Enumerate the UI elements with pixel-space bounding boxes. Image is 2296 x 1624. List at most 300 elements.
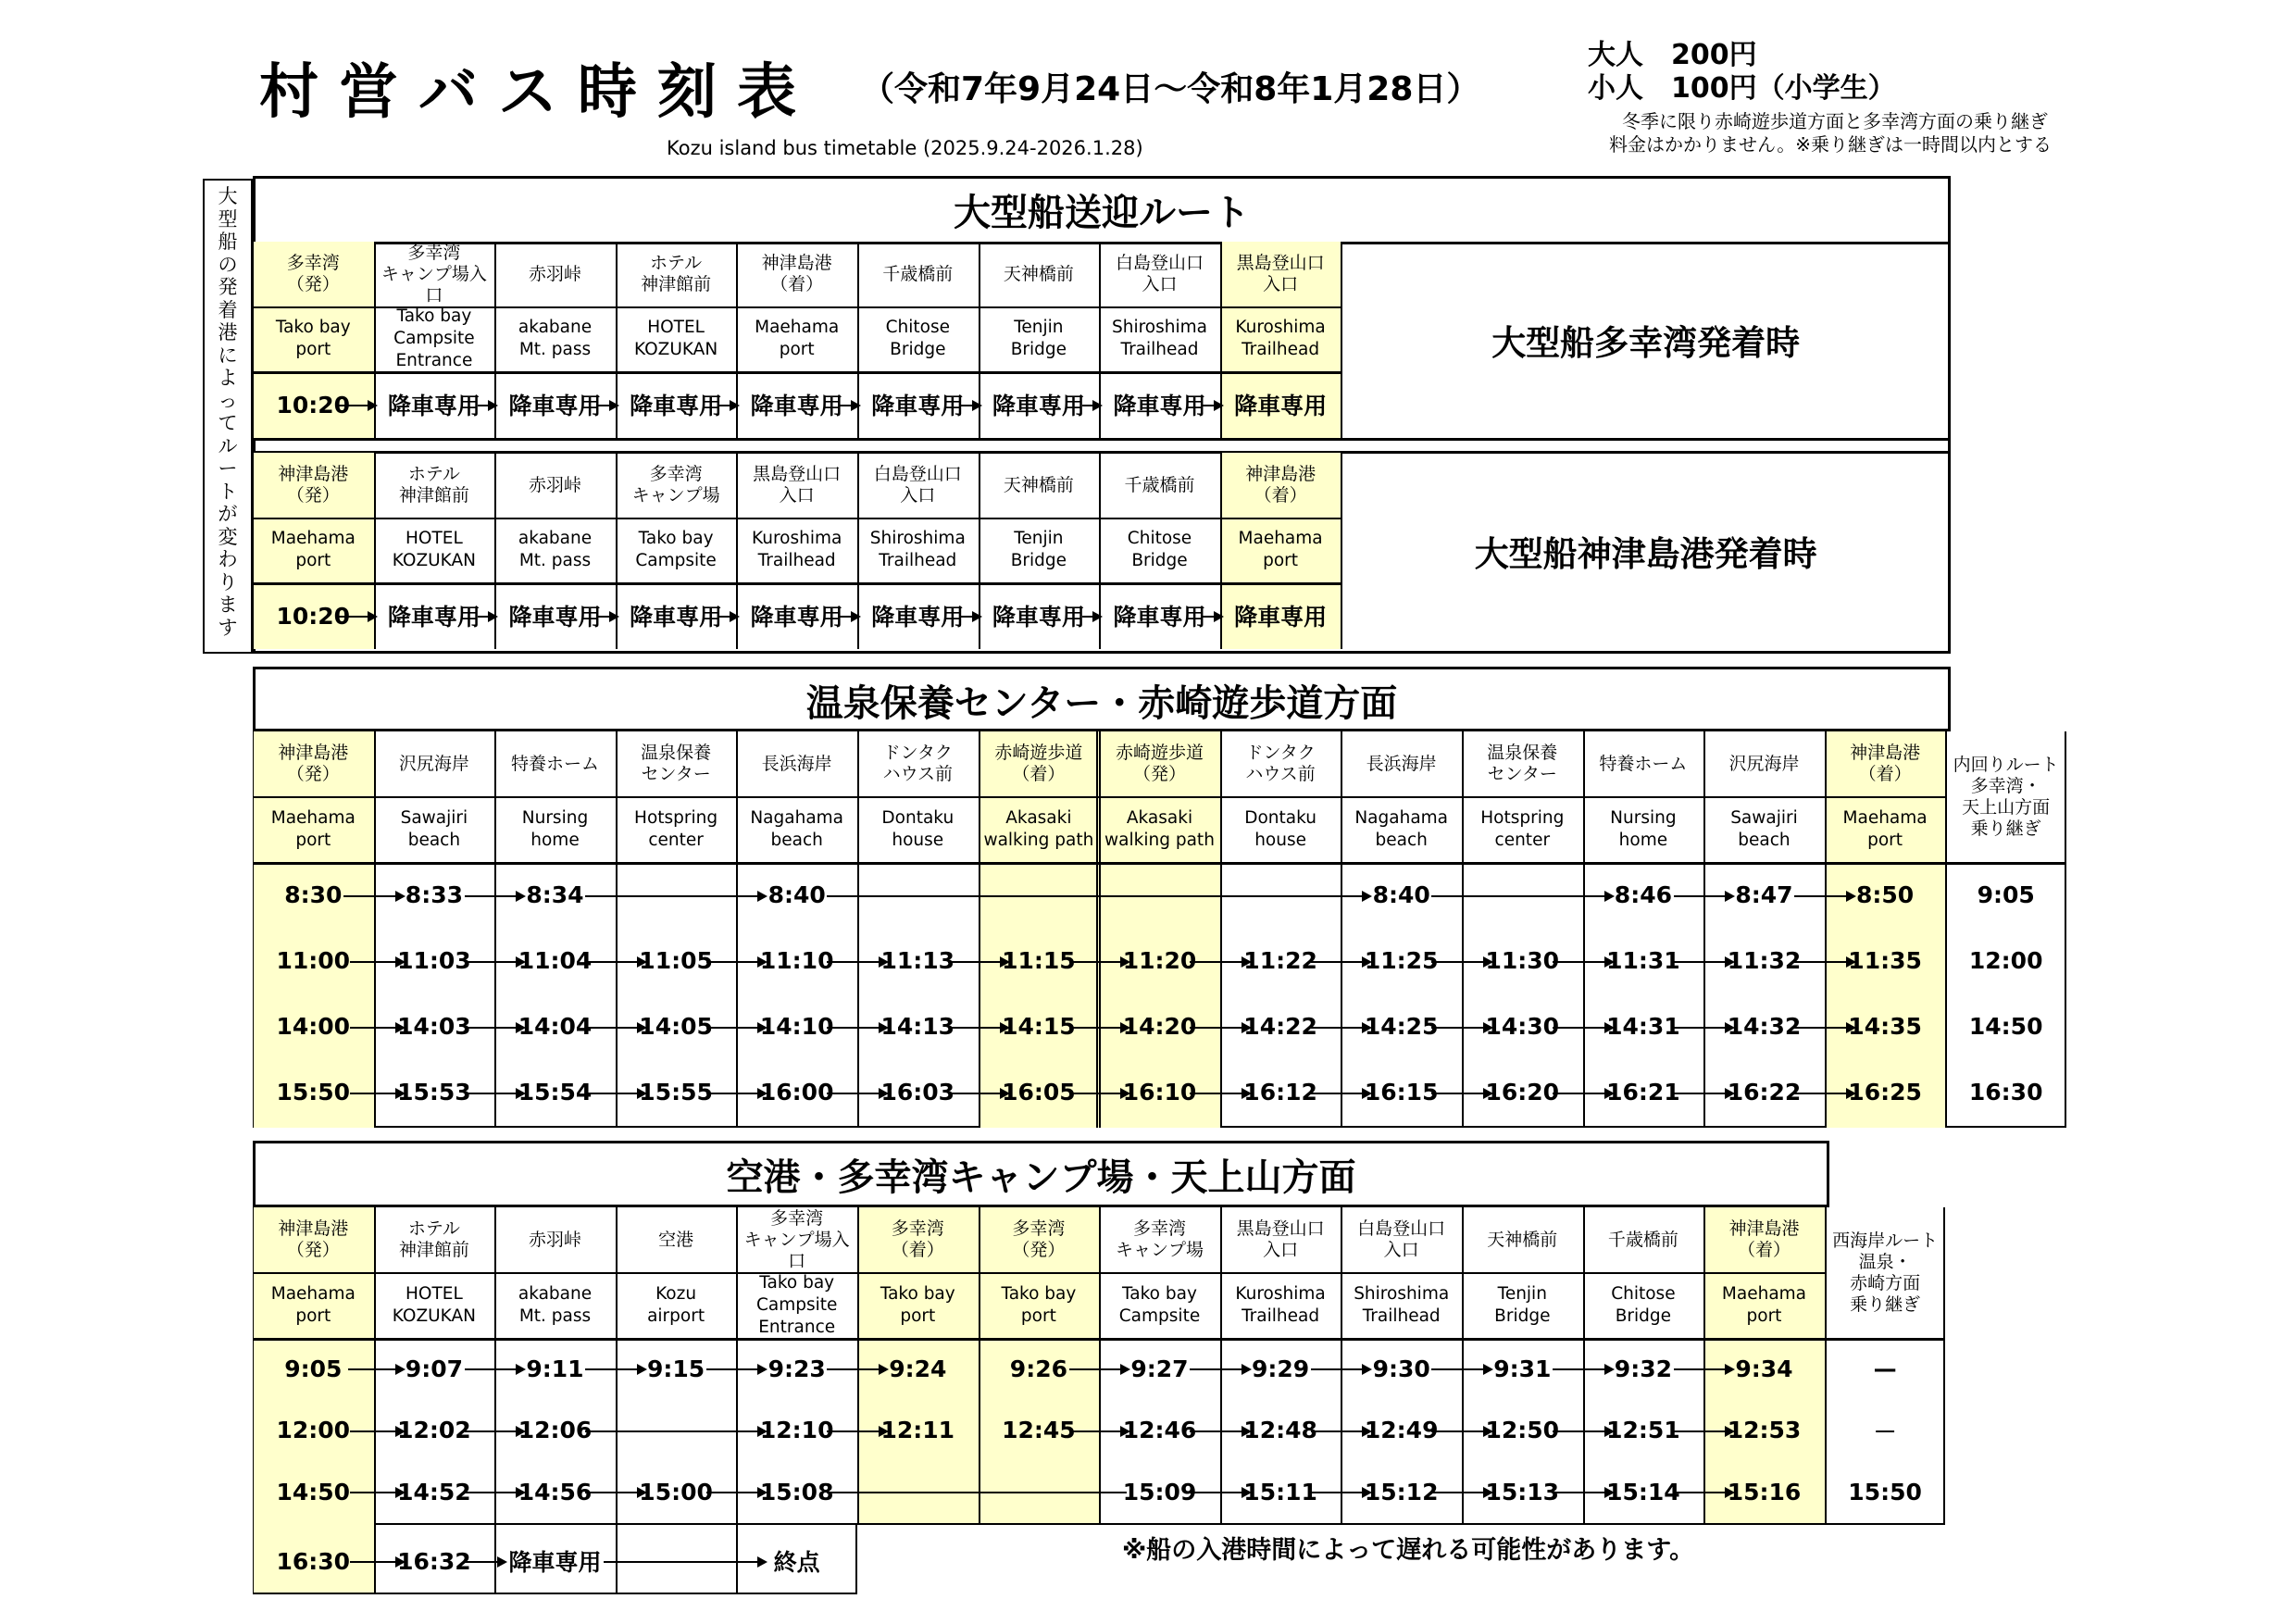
- arrow-line: [1311, 961, 1371, 963]
- airport-time: 12:10: [759, 1417, 834, 1444]
- arrow-line: [1069, 1027, 1129, 1029]
- arrow-line: [1553, 1093, 1613, 1094]
- tako-stop-en: Maehama port: [755, 318, 840, 359]
- onsen-stop-en: Maehama port: [1842, 807, 1928, 850]
- arrow-line: [1311, 1093, 1371, 1094]
- airport-stop-jp: 多幸湾 キャンプ場: [1115, 1218, 1204, 1260]
- onsen-time: 16:12: [1243, 1079, 1317, 1106]
- onsen-time: 14:03: [397, 1013, 471, 1040]
- onsen-stop-en: Nursing home: [521, 807, 589, 850]
- arrow-line: [1069, 961, 1129, 963]
- arrow-line: [1553, 1027, 1613, 1029]
- maehama-stop-en: Chitose Bridge: [1127, 529, 1192, 570]
- onsen-time: 8:50: [1856, 881, 1915, 908]
- maehama-time: 降車専用: [871, 604, 965, 631]
- arrow-line: [585, 1492, 645, 1493]
- arrow-line: [1674, 961, 1734, 963]
- onsen-time: 11:22: [1243, 947, 1317, 974]
- maehama-stop-en: Maehama port: [270, 529, 356, 570]
- onsen-stop-en: Nagahama beach: [1354, 807, 1449, 850]
- arrow-line: [1553, 1492, 1613, 1493]
- arrow-line: [948, 1093, 1008, 1094]
- arrow-line: [1794, 1027, 1854, 1029]
- maehama-time: 降車専用: [992, 604, 1085, 631]
- tako-stop-jp: ホテル 神津館前: [641, 253, 712, 294]
- maehama-stop-en: HOTEL KOZUKAN: [392, 529, 476, 570]
- arrow-line: [348, 1368, 404, 1370]
- airport-time: 15:11: [1243, 1478, 1317, 1505]
- airport-time: 9:15: [647, 1355, 705, 1382]
- arrow-line: [1431, 895, 1612, 897]
- arrow-line: [706, 1027, 767, 1029]
- arrow-line: [1190, 1492, 1250, 1493]
- onsen-time: 16:15: [1364, 1079, 1439, 1106]
- onsen-stop-jp: ドンタク ハウス前: [882, 743, 954, 784]
- airport-stop-en: Kozu airport: [647, 1283, 705, 1326]
- onsen-time: 8:47: [1735, 881, 1793, 908]
- arrow-line: [1431, 1027, 1491, 1029]
- onsen-time: 16:00: [759, 1079, 834, 1106]
- arrow-line: [1553, 961, 1613, 963]
- tako-stop-jp: 赤羽峠: [528, 263, 581, 284]
- arrow-line: [1674, 1093, 1734, 1094]
- page-title: 村営バス時刻表: [259, 58, 817, 127]
- airport-time: 15:16: [1727, 1478, 1802, 1505]
- arrow-line: [1431, 1430, 1491, 1432]
- arrow-line: [1190, 961, 1250, 963]
- onsen-time: 8:40: [1372, 881, 1430, 908]
- arrow-line: [1190, 1368, 1250, 1370]
- airport-transfer-header: 西海岸ルート 温泉・ 赤崎方面 乗り継ぎ: [1832, 1230, 1939, 1315]
- arrow-line: [1674, 895, 1734, 897]
- onsen-time: 11:00: [276, 947, 351, 974]
- airport-stop-jp: 白島登山口 入口: [1357, 1218, 1446, 1260]
- tako-stop-jp: 白島登山口 入口: [1115, 253, 1204, 294]
- arrow-line: [465, 1492, 525, 1493]
- maehama-stop-en: Tako bay Campsite: [635, 529, 717, 570]
- onsen-stop-en: Sawajiri beach: [1730, 807, 1798, 850]
- maehama-stop-jp: 多幸湾 キャンプ場: [631, 464, 720, 506]
- onsen-time: 16:22: [1727, 1079, 1802, 1106]
- airport-time: 12:00: [276, 1417, 351, 1444]
- arrow-line: [465, 895, 525, 897]
- arrow-line: [1431, 1368, 1491, 1370]
- onsen-time: 11:10: [759, 947, 834, 974]
- onsen-stop-en: Maehama port: [270, 807, 356, 850]
- onsen-time: 8:46: [1614, 881, 1672, 908]
- maehama-stop-en: Tenjin Bridge: [1010, 529, 1067, 570]
- airport-stop-jp: 空港: [658, 1229, 694, 1250]
- onsen-time: 16:30: [1968, 1079, 2043, 1106]
- arrow-line: [706, 1492, 767, 1493]
- onsen-time: 14:10: [759, 1013, 834, 1040]
- onsen-stop-en: Dontaku house: [1244, 807, 1316, 850]
- onsen-stop-jp: 長浜海岸: [761, 753, 832, 774]
- arrow-line: [465, 961, 525, 963]
- airport-time: 9:29: [1252, 1355, 1310, 1382]
- arrow-line: [1082, 616, 1102, 618]
- arrow-line: [1794, 895, 1854, 897]
- tako-stop-jp: 天神橋前: [1003, 263, 1074, 284]
- onsen-time: 11:35: [1848, 947, 1922, 974]
- arrow-line: [465, 1561, 506, 1563]
- maehama-stop-jp: ホテル 神津館前: [398, 464, 469, 506]
- airport-time: 9:24: [889, 1355, 947, 1382]
- airport-stop-en: Kuroshima Trailhead: [1235, 1283, 1326, 1326]
- period-text: （令和7年9月24日～令和8年1月28日）: [861, 70, 1480, 108]
- maehama-stop-en: Shiroshima Trailhead: [869, 529, 966, 570]
- arrow-line: [1794, 1093, 1854, 1094]
- onsen-time: 14:50: [1968, 1013, 2043, 1040]
- arrow-line: [1190, 1093, 1250, 1094]
- maehama-stop-en: akabane Mt. pass: [518, 529, 593, 570]
- airport-time: 15:09: [1122, 1478, 1197, 1505]
- airport-time: 12:49: [1364, 1417, 1439, 1444]
- airport-time: 12:48: [1243, 1417, 1317, 1444]
- arrow-line: [1069, 1093, 1129, 1094]
- arrow-line: [1082, 405, 1102, 406]
- tako-time: 降車専用: [508, 393, 602, 419]
- arrow-line: [338, 616, 376, 618]
- arrow-line: [1203, 405, 1222, 406]
- fare-adult: 大人 200円: [1588, 39, 1757, 71]
- arrow-line: [1190, 1430, 1250, 1432]
- arrow-line: [350, 1093, 404, 1094]
- onsen-stop-en: Nagahama beach: [750, 807, 844, 850]
- onsen-stop-jp: 特養ホーム: [510, 753, 599, 774]
- onsen-time: 14:15: [1002, 1013, 1076, 1040]
- arrow-line: [1311, 1492, 1371, 1493]
- arrow-line: [706, 1368, 767, 1370]
- arrow-line: [1674, 1430, 1734, 1432]
- ship-route-title: 大型船送迎ルート: [954, 192, 1250, 234]
- arrow-line: [478, 616, 497, 618]
- tako-stop-jp: 千歳橋前: [882, 263, 954, 284]
- arrow-line: [706, 961, 767, 963]
- arrow-line: [827, 1093, 887, 1094]
- airport-time: 9:11: [526, 1355, 584, 1382]
- onsen-time: 8:34: [526, 881, 584, 908]
- onsen-time: 16:10: [1122, 1079, 1197, 1106]
- airport-time: 14:52: [397, 1478, 471, 1505]
- onsen-time: 15:53: [397, 1079, 471, 1106]
- tako-time: 降車専用: [992, 393, 1085, 419]
- airport-time: 9:07: [405, 1355, 463, 1382]
- tako-label: 大型船多幸湾発着時: [1491, 323, 1801, 363]
- airport-time: 9:05: [284, 1355, 343, 1382]
- airport-stop-en: Shiroshima Trailhead: [1354, 1283, 1450, 1326]
- arrow-line: [827, 1430, 887, 1432]
- airport-stop-en: Tako bay port: [1001, 1283, 1077, 1326]
- fare-note-line-2: 料金はかかりません。※乗り継ぎは一時間以内とする: [1609, 133, 2052, 156]
- fare-note-line-1: 冬季に限り赤崎遊歩道方面と多幸湾方面の乗り継ぎ: [1622, 110, 2048, 132]
- airport-stop-jp: 黒島登山口 入口: [1236, 1218, 1325, 1260]
- arrow-line: [1553, 1368, 1613, 1370]
- arrow-line: [1674, 1368, 1734, 1370]
- tako-stop-en: Tako bay Campsite Entrance: [393, 306, 475, 370]
- arrow-line: [961, 616, 980, 618]
- airport-stop-jp: 天神橋前: [1487, 1229, 1558, 1250]
- tako-time: 降車専用: [750, 393, 843, 419]
- airport-time: 12:11: [880, 1417, 955, 1444]
- arrow-line: [719, 616, 739, 618]
- delay-footnote: ※船の入港時間によって遅れる可能性があります。: [1122, 1536, 1695, 1565]
- arrow-line: [1311, 1368, 1371, 1370]
- onsen-time: 11:05: [639, 947, 713, 974]
- arrow-line: [585, 1430, 766, 1432]
- airport-stop-jp: 多幸湾 キャンプ場入口: [743, 1207, 850, 1271]
- arrow-line: [598, 616, 618, 618]
- onsen-time: 11:25: [1364, 947, 1439, 974]
- onsen-stop-jp: 温泉保養 センター: [1487, 743, 1558, 784]
- maehama-label: 大型船神津島港発着時: [1474, 534, 1817, 574]
- fare-child: 小人 100円（小学生）: [1588, 72, 1896, 105]
- onsen-stop-jp: 赤崎遊歩道 （発）: [1115, 743, 1204, 784]
- tako-stop-en: akabane Mt. pass: [518, 318, 593, 359]
- onsen-time: 15:50: [276, 1079, 351, 1106]
- onsen-time: 14:13: [880, 1013, 955, 1040]
- onsen-stop-en: Sawajiri beach: [400, 807, 468, 850]
- airport-stop-jp: 神津島港 （発）: [278, 1218, 349, 1260]
- arrow-line: [350, 961, 404, 963]
- arrow-line: [827, 1027, 887, 1029]
- onsen-time: 8:33: [405, 881, 463, 908]
- onsen-time: 11:03: [397, 947, 471, 974]
- arrow-line: [350, 1561, 404, 1563]
- arrow-line: [465, 1093, 525, 1094]
- maehama-stop-jp: 赤羽峠: [528, 474, 581, 495]
- airport-time: —: [1873, 1355, 1897, 1382]
- onsen-time: 11:04: [518, 947, 593, 974]
- onsen-time: 14:30: [1485, 1013, 1560, 1040]
- arrow-line: [706, 1093, 767, 1094]
- maehama-stop-jp: 神津島港 （着）: [1245, 464, 1316, 506]
- maehama-stop-jp: 神津島港 （発）: [278, 464, 349, 506]
- arrow-line: [478, 405, 497, 406]
- onsen-stop-jp: 特養ホーム: [1599, 753, 1688, 774]
- onsen-time: 14:25: [1364, 1013, 1439, 1040]
- side-note-text: 大型船の発着港によってルートが変わります: [218, 185, 238, 639]
- airport-stop-jp: 多幸湾 （着）: [891, 1218, 944, 1260]
- onsen-time: 8:30: [284, 881, 343, 908]
- onsen-stop-en: Dontaku house: [881, 807, 955, 850]
- airport-time: 9:31: [1493, 1355, 1552, 1382]
- airport-stop-jp: 赤羽峠: [528, 1229, 581, 1250]
- arrow-line: [827, 961, 887, 963]
- tako-time: 降車専用: [871, 393, 965, 419]
- onsen-time: 11:31: [1606, 947, 1680, 974]
- arrow-line: [585, 1027, 645, 1029]
- onsen-stop-jp: 沢尻海岸: [398, 753, 469, 774]
- tako-stop-jp: 黒島登山口 入口: [1236, 253, 1325, 294]
- airport-stop-jp: ホテル 神津館前: [398, 1218, 469, 1260]
- arrow-line: [1674, 1492, 1734, 1493]
- onsen-stop-en: Akasaki walking path: [983, 807, 1094, 850]
- airport-time: 15:12: [1364, 1478, 1439, 1505]
- maehama-time: 降車専用: [1234, 604, 1328, 631]
- arrow-line: [961, 405, 980, 406]
- airport-time: 15:14: [1606, 1478, 1680, 1505]
- onsen-stop-jp: 神津島港 （発）: [278, 743, 349, 784]
- airport-stop-en: Tako bay Campsite Entrance: [755, 1272, 838, 1337]
- tako-stop-jp: 多幸湾 キャンプ場入口: [381, 242, 487, 306]
- arrow-line: [465, 1027, 525, 1029]
- airport-stop-jp: 神津島港 （着）: [1728, 1218, 1800, 1260]
- airport-time: 降車専用: [508, 1549, 602, 1577]
- maehama-time: 降車専用: [387, 604, 480, 631]
- onsen-route-title: 温泉保養センター・赤崎遊歩道方面: [805, 682, 1398, 725]
- onsen-time: 16:21: [1606, 1079, 1680, 1106]
- arrow-line: [1069, 1368, 1129, 1370]
- tako-stop-jp: 神津島港 （着）: [761, 253, 832, 294]
- airport-time: 15:00: [639, 1478, 713, 1505]
- onsen-time: 11:32: [1727, 947, 1802, 974]
- airport-stop-en: Tako bay port: [880, 1283, 955, 1326]
- arrow-line: [585, 895, 766, 897]
- airport-route-title: 空港・多幸湾キャンプ場・天上山方面: [726, 1156, 1356, 1199]
- onsen-time: 16:03: [880, 1079, 955, 1106]
- onsen-time: 9:05: [1977, 881, 2035, 908]
- onsen-stop-jp: ドンタク ハウス前: [1245, 743, 1316, 784]
- onsen-time: 11:30: [1485, 947, 1560, 974]
- arrow-line: [465, 1368, 525, 1370]
- airport-stop-en: Tako bay Campsite: [1118, 1283, 1201, 1326]
- tako-time: 降車専用: [387, 393, 480, 419]
- onsen-time: 11:13: [880, 947, 955, 974]
- onsen-time: 14:32: [1727, 1013, 1802, 1040]
- airport-stop-jp: 千歳橋前: [1607, 1229, 1678, 1250]
- airport-time: 12:06: [518, 1417, 593, 1444]
- onsen-time: 15:55: [639, 1079, 713, 1106]
- maehama-stop-en: Kuroshima Trailhead: [752, 529, 842, 570]
- airport-stop-en: akabane Mt. pass: [518, 1283, 593, 1326]
- onsen-stop-jp: 温泉保養 センター: [641, 743, 712, 784]
- english-subtitle: Kozu island bus timetable (2025.9.24-2026.1.28): [667, 137, 1143, 159]
- onsen-stop-jp: 神津島港 （着）: [1850, 743, 1921, 784]
- airport-time: 16:32: [397, 1547, 471, 1575]
- onsen-time: 12:00: [1968, 947, 2043, 974]
- airport-time: 14:50: [276, 1478, 351, 1505]
- arrow-line: [1431, 961, 1491, 963]
- arrow-line: [585, 961, 645, 963]
- airport-time: －: [1873, 1418, 1897, 1445]
- airport-time: 9:30: [1372, 1355, 1430, 1382]
- maehama-time: 降車専用: [1113, 604, 1206, 631]
- onsen-stop-en: Hotspring center: [634, 807, 718, 850]
- maehama-stop-jp: 天神橋前: [1003, 474, 1074, 495]
- airport-time: 12:50: [1485, 1417, 1560, 1444]
- airport-time: 終点: [773, 1549, 820, 1577]
- tako-stop-en: Tako bay port: [275, 318, 351, 359]
- onsen-time: 15:54: [518, 1079, 593, 1106]
- airport-time: 16:30: [276, 1547, 351, 1575]
- arrow-line: [350, 1430, 404, 1432]
- arrow-line: [1431, 1492, 1491, 1493]
- onsen-time: 14:35: [1848, 1013, 1922, 1040]
- maehama-stop-jp: 千歳橋前: [1124, 474, 1195, 495]
- arrow-line: [1220, 895, 1371, 897]
- arrow-line: [948, 961, 1008, 963]
- airport-stop-jp: 多幸湾 （発）: [1012, 1218, 1066, 1260]
- arrow-line: [1311, 1027, 1371, 1029]
- airport-time: 15:50: [1848, 1478, 1922, 1505]
- arrow-line: [350, 1492, 404, 1493]
- tako-stop-en: Shiroshima Trailhead: [1111, 318, 1207, 359]
- onsen-stop-jp: 長浜海岸: [1366, 753, 1437, 774]
- maehama-time: 降車専用: [630, 604, 723, 631]
- arrow-line: [465, 1430, 525, 1432]
- arrow-line: [1203, 616, 1222, 618]
- arrow-line: [585, 1093, 645, 1094]
- arrow-line: [338, 405, 376, 406]
- tako-time: 降車専用: [1234, 393, 1328, 419]
- onsen-time: 14:31: [1606, 1013, 1680, 1040]
- arrow-line: [948, 1027, 1008, 1029]
- onsen-time: 14:20: [1122, 1013, 1197, 1040]
- onsen-time: 16:05: [1002, 1079, 1076, 1106]
- arrow-line: [1311, 1430, 1371, 1432]
- onsen-stop-en: Hotspring center: [1480, 807, 1565, 850]
- onsen-time: 16:25: [1848, 1079, 1922, 1106]
- arrow-line: [585, 1368, 645, 1370]
- tako-stop-en: Kuroshima Trailhead: [1235, 318, 1326, 359]
- arrow-line: [719, 405, 739, 406]
- airport-stop-en: HOTEL KOZUKAN: [392, 1283, 476, 1326]
- arrow-line: [1190, 1027, 1250, 1029]
- arrow-line: [350, 1027, 404, 1029]
- airport-time: 9:34: [1735, 1355, 1793, 1382]
- airport-stop-en: Maehama port: [1721, 1283, 1807, 1326]
- airport-time: 9:27: [1130, 1355, 1189, 1382]
- airport-time: 12:51: [1606, 1417, 1680, 1444]
- onsen-time: 14:05: [639, 1013, 713, 1040]
- arrow-line: [840, 616, 859, 618]
- airport-time: 15:08: [759, 1478, 834, 1505]
- airport-time: 14:56: [518, 1478, 593, 1505]
- onsen-transfer-header: 内回りルート 多幸湾・ 天上山方面 乗り継ぎ: [1953, 754, 2059, 839]
- arrow-line: [827, 1368, 887, 1370]
- maehama-stop-jp: 白島登山口 入口: [873, 464, 962, 506]
- onsen-time: 14:22: [1243, 1013, 1317, 1040]
- tako-stop-en: Tenjin Bridge: [1010, 318, 1067, 359]
- onsen-time: 14:04: [518, 1013, 593, 1040]
- arrow-line: [1069, 1430, 1129, 1432]
- airport-stop-en: Chitose Bridge: [1611, 1283, 1676, 1326]
- onsen-stop-jp: 赤崎遊歩道 （着）: [994, 743, 1083, 784]
- airport-time: 12:45: [1002, 1417, 1076, 1444]
- onsen-time: 16:20: [1485, 1079, 1560, 1106]
- maehama-stop-en: Maehama port: [1238, 529, 1323, 570]
- airport-time: 12:46: [1122, 1417, 1197, 1444]
- tako-stop-jp: 多幸湾 （発）: [286, 253, 340, 294]
- airport-time: 9:26: [1009, 1355, 1067, 1382]
- tako-time: 10:20: [276, 391, 351, 418]
- maehama-time: 降車専用: [508, 604, 602, 631]
- tako-stop-en: Chitose Bridge: [885, 318, 950, 359]
- onsen-stop-en: Akasaki walking path: [1104, 807, 1215, 850]
- airport-time: 15:13: [1485, 1478, 1560, 1505]
- airport-stop-en: Maehama port: [270, 1283, 356, 1326]
- airport-time: 9:32: [1614, 1355, 1672, 1382]
- arrow-line: [1674, 1027, 1734, 1029]
- onsen-stop-jp: 沢尻海岸: [1728, 753, 1800, 774]
- route-skip-line: [827, 1492, 1127, 1493]
- airport-time: 12:53: [1727, 1417, 1802, 1444]
- maehama-time: 10:20: [276, 602, 351, 630]
- arrow-line: [343, 895, 404, 897]
- arrow-line: [598, 405, 618, 406]
- tako-time: 降車専用: [1113, 393, 1206, 419]
